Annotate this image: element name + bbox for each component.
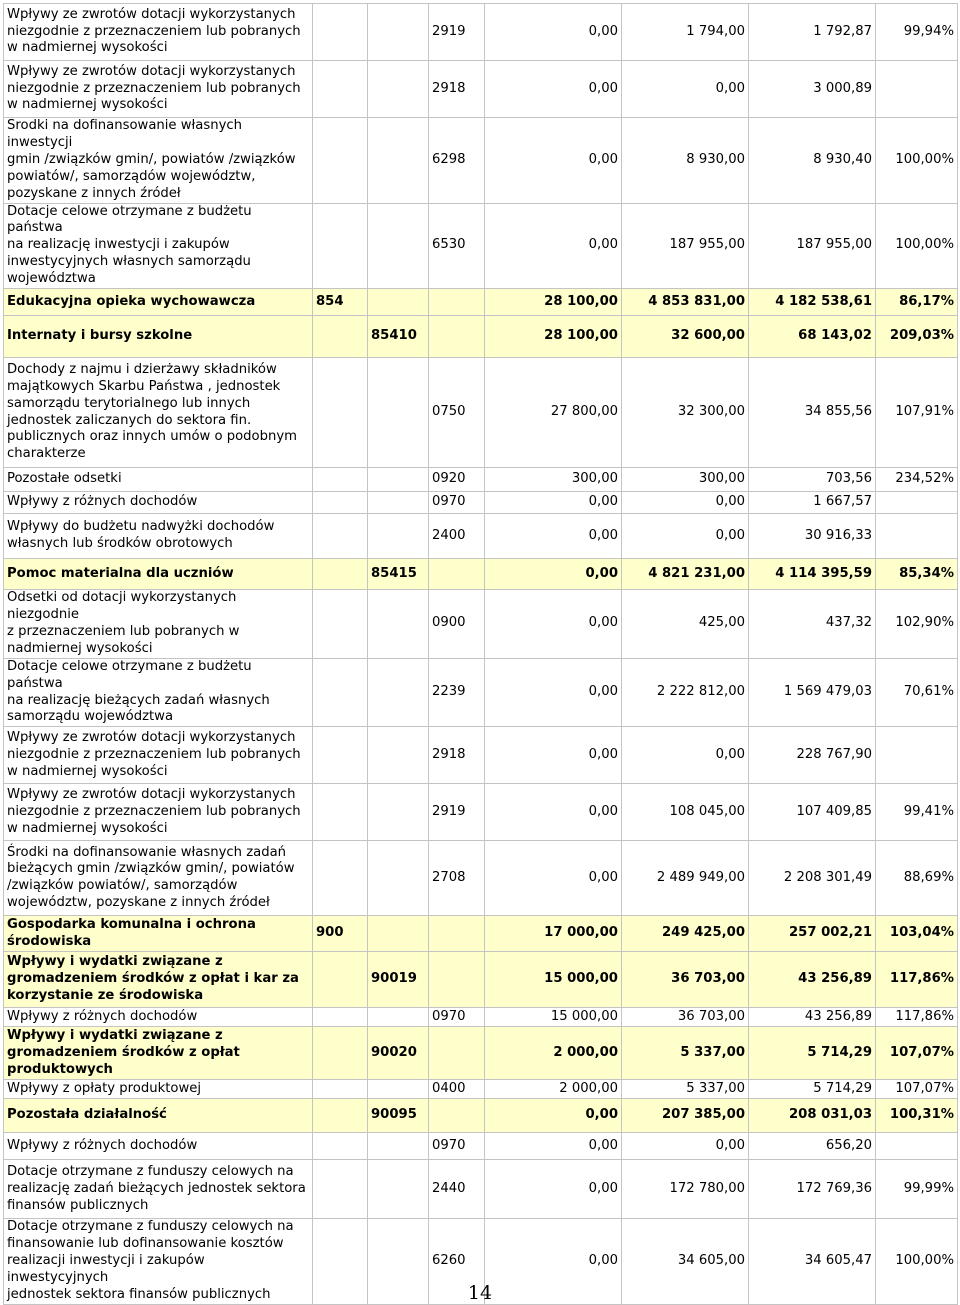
plan-after-changes-value: 0,00	[622, 1133, 749, 1160]
execution-percent: 85,34%	[876, 559, 958, 590]
rozdzial-code: 85415	[368, 559, 429, 590]
execution-percent: 100,00%	[876, 118, 958, 204]
execution-percent: 107,07%	[876, 1080, 958, 1099]
dzial-code	[313, 1027, 368, 1080]
execution-value: 172 769,36	[749, 1160, 876, 1219]
execution-percent: 86,17%	[876, 289, 958, 316]
row-label: Dotacje celowe otrzymane z budżetu państwa na realizację bieżących zadań własnych samorządu województwa	[4, 658, 313, 727]
execution-value: 4 182 538,61	[749, 289, 876, 316]
chapter-row	[4, 1099, 958, 1133]
row-label: Wpływy do budżetu nadwyżki dochodów własnych lub środków obrotowych	[4, 514, 313, 559]
plan-initial-value: 0,00	[485, 203, 622, 289]
execution-value: 1 792,87	[749, 4, 876, 61]
rozdzial-code	[368, 1160, 429, 1219]
execution-value: 68 143,02	[749, 316, 876, 358]
row-label: Dotacje otrzymane z funduszy celowych na realizację zadań bieżących jednostek sektora finansów publicznych	[4, 1160, 313, 1219]
rozdzial-code	[368, 727, 429, 784]
execution-percent: 100,00%	[876, 203, 958, 289]
rozdzial-code	[368, 1133, 429, 1160]
plan-after-changes-value: 5 337,00	[622, 1080, 749, 1099]
plan-initial-value: 17 000,00	[485, 916, 622, 952]
row-label: Wpływy z różnych dochodów	[4, 492, 313, 514]
plan-after-changes-value: 4 853 831,00	[622, 289, 749, 316]
execution-value: 2 208 301,49	[749, 841, 876, 916]
plan-after-changes-value: 34 605,00	[622, 1219, 749, 1305]
execution-value: 3 000,89	[749, 61, 876, 118]
execution-value: 1 667,57	[749, 492, 876, 514]
plan-initial-value: 28 100,00	[485, 289, 622, 316]
dzial-code	[313, 203, 368, 289]
plan-after-changes-value: 2 222 812,00	[622, 658, 749, 727]
plan-initial-value: 0,00	[485, 4, 622, 61]
table-row	[4, 1080, 958, 1099]
dzial-code	[313, 358, 368, 468]
execution-value: 43 256,89	[749, 952, 876, 1008]
plan-after-changes-value: 32 600,00	[622, 316, 749, 358]
paragraf-code: 6298	[429, 118, 485, 204]
execution-value: 228 767,90	[749, 727, 876, 784]
execution-value: 5 714,29	[749, 1027, 876, 1080]
plan-initial-value: 0,00	[485, 1160, 622, 1219]
execution-value: 257 002,21	[749, 916, 876, 952]
plan-initial-value: 0,00	[485, 658, 622, 727]
plan-initial-value: 0,00	[485, 727, 622, 784]
table-row	[4, 4, 958, 61]
row-label: Pozostałe odsetki	[4, 468, 313, 492]
execution-percent: 100,31%	[876, 1099, 958, 1133]
plan-after-changes-value: 108 045,00	[622, 784, 749, 841]
execution-value: 107 409,85	[749, 784, 876, 841]
paragraf-code: 2918	[429, 61, 485, 118]
paragraf-code: 2919	[429, 4, 485, 61]
execution-value: 4 114 395,59	[749, 559, 876, 590]
dzial-code: 854	[313, 289, 368, 316]
rozdzial-code	[368, 4, 429, 61]
execution-percent: 88,69%	[876, 841, 958, 916]
plan-after-changes-value: 1 794,00	[622, 4, 749, 61]
plan-after-changes-value: 207 385,00	[622, 1099, 749, 1133]
plan-after-changes-value: 36 703,00	[622, 1008, 749, 1027]
execution-value: 437,32	[749, 590, 876, 659]
plan-after-changes-value: 0,00	[622, 492, 749, 514]
execution-percent: 117,86%	[876, 1008, 958, 1027]
rozdzial-code: 85410	[368, 316, 429, 358]
plan-initial-value: 0,00	[485, 1219, 622, 1305]
paragraf-code: 0970	[429, 492, 485, 514]
execution-percent: 70,61%	[876, 658, 958, 727]
plan-after-changes-value: 5 337,00	[622, 1027, 749, 1080]
row-label: Środki na dofinansowanie własnych zadań bieżących gmin /związków gmin/, powiatów /związków powiatów/, samorządów województw, pozyskane z innych źródeł	[4, 841, 313, 916]
plan-after-changes-value: 0,00	[622, 61, 749, 118]
paragraf-code: 0970	[429, 1008, 485, 1027]
paragraf-code	[429, 1099, 485, 1133]
table-row	[4, 61, 958, 118]
plan-initial-value: 0,00	[485, 492, 622, 514]
row-label: Odsetki od dotacji wykorzystanych niezgodnie z przeznaczeniem lub pobranych w nadmiernej wysokości	[4, 590, 313, 659]
dzial-code	[313, 514, 368, 559]
plan-initial-value: 0,00	[485, 61, 622, 118]
plan-initial-value: 0,00	[485, 1133, 622, 1160]
rozdzial-code	[368, 203, 429, 289]
rozdzial-code	[368, 61, 429, 118]
row-label: Dotacje celowe otrzymane z budżetu państwa na realizację inwestycji i zakupów inwestycyjnych własnych samorządu województwa	[4, 203, 313, 289]
row-label: Edukacyjna opieka wychowawcza	[4, 289, 313, 316]
execution-percent: 103,04%	[876, 916, 958, 952]
plan-initial-value: 15 000,00	[485, 952, 622, 1008]
row-label: Wpływy ze zwrotów dotacji wykorzystanych niezgodnie z przeznaczeniem lub pobranych w nadmiernej wysokości	[4, 784, 313, 841]
table-row	[4, 590, 958, 659]
execution-percent: 99,41%	[876, 784, 958, 841]
dzial-code: 900	[313, 916, 368, 952]
table-row	[4, 1133, 958, 1160]
dzial-code	[313, 1133, 368, 1160]
table-row	[4, 727, 958, 784]
execution-percent: 107,07%	[876, 1027, 958, 1080]
chapter-row	[4, 559, 958, 590]
section-row	[4, 289, 958, 316]
paragraf-code: 0900	[429, 590, 485, 659]
rozdzial-code: 90019	[368, 952, 429, 1008]
dzial-code	[313, 1160, 368, 1219]
dzial-code	[313, 658, 368, 727]
row-label: Środki na dofinansowanie własnych inwestycji gmin /związków gmin/, powiatów /związków powiatów/, samorządów województw, pozyskane z innych źródeł	[4, 118, 313, 204]
execution-value: 8 930,40	[749, 118, 876, 204]
row-label: Wpływy ze zwrotów dotacji wykorzystanych niezgodnie z przeznaczeniem lub pobranych w nadmiernej wysokości	[4, 727, 313, 784]
plan-initial-value: 2 000,00	[485, 1027, 622, 1080]
execution-value: 703,56	[749, 468, 876, 492]
execution-value: 30 916,33	[749, 514, 876, 559]
rozdzial-code	[368, 358, 429, 468]
table-row	[4, 468, 958, 492]
rozdzial-code	[368, 916, 429, 952]
rozdzial-code	[368, 841, 429, 916]
paragraf-code: 2919	[429, 784, 485, 841]
row-label: Wpływy z opłaty produktowej	[4, 1080, 313, 1099]
dzial-code	[313, 559, 368, 590]
plan-initial-value: 2 000,00	[485, 1080, 622, 1099]
plan-initial-value: 27 800,00	[485, 358, 622, 468]
rozdzial-code: 90095	[368, 1099, 429, 1133]
table-row	[4, 514, 958, 559]
paragraf-code: 0970	[429, 1133, 485, 1160]
execution-percent: 99,99%	[876, 1160, 958, 1219]
row-label: Pozostała działalność	[4, 1099, 313, 1133]
paragraf-code: 0920	[429, 468, 485, 492]
paragraf-code: 6260	[429, 1219, 485, 1305]
row-label: Wpływy i wydatki związane z gromadzeniem środków z opłat produktowych	[4, 1027, 313, 1080]
execution-value: 34 855,56	[749, 358, 876, 468]
execution-percent	[876, 492, 958, 514]
execution-percent: 117,86%	[876, 952, 958, 1008]
execution-value: 656,20	[749, 1133, 876, 1160]
row-label: Wpływy z różnych dochodów	[4, 1008, 313, 1027]
paragraf-code	[429, 916, 485, 952]
paragraf-code	[429, 289, 485, 316]
execution-value: 34 605,47	[749, 1219, 876, 1305]
section-row	[4, 916, 958, 952]
dzial-code	[313, 1099, 368, 1133]
paragraf-code	[429, 559, 485, 590]
table-row	[4, 658, 958, 727]
paragraf-code: 2400	[429, 514, 485, 559]
dzial-code	[313, 841, 368, 916]
paragraf-code: 0750	[429, 358, 485, 468]
row-label: Gospodarka komunalna i ochrona środowiska	[4, 916, 313, 952]
execution-value: 5 714,29	[749, 1080, 876, 1099]
plan-after-changes-value: 4 821 231,00	[622, 559, 749, 590]
execution-value: 187 955,00	[749, 203, 876, 289]
rozdzial-code	[368, 289, 429, 316]
table-row	[4, 1008, 958, 1027]
execution-percent: 102,90%	[876, 590, 958, 659]
plan-initial-value: 0,00	[485, 590, 622, 659]
plan-after-changes-value: 8 930,00	[622, 118, 749, 204]
plan-initial-value: 0,00	[485, 514, 622, 559]
paragraf-code: 2440	[429, 1160, 485, 1219]
execution-value: 43 256,89	[749, 1008, 876, 1027]
table-row	[4, 118, 958, 204]
execution-percent	[876, 61, 958, 118]
rozdzial-code	[368, 514, 429, 559]
dzial-code	[313, 590, 368, 659]
row-label: Wpływy z różnych dochodów	[4, 1133, 313, 1160]
table-row	[4, 492, 958, 514]
rozdzial-code	[368, 468, 429, 492]
dzial-code	[313, 316, 368, 358]
paragraf-code: 2708	[429, 841, 485, 916]
dzial-code	[313, 727, 368, 784]
chapter-row	[4, 1027, 958, 1080]
execution-percent	[876, 727, 958, 784]
row-label: Wpływy i wydatki związane z gromadzeniem środków z opłat i kar za korzystanie ze środowiska	[4, 952, 313, 1008]
chapter-row	[4, 952, 958, 1008]
dzial-code	[313, 468, 368, 492]
row-label: Wpływy ze zwrotów dotacji wykorzystanych niezgodnie z przeznaczeniem lub pobranych w nadmiernej wysokości	[4, 61, 313, 118]
dzial-code	[313, 1080, 368, 1099]
paragraf-code	[429, 952, 485, 1008]
paragraf-code: 2239	[429, 658, 485, 727]
dzial-code	[313, 4, 368, 61]
plan-initial-value: 300,00	[485, 468, 622, 492]
dzial-code	[313, 492, 368, 514]
execution-value: 208 031,03	[749, 1099, 876, 1133]
paragraf-code: 2918	[429, 727, 485, 784]
paragraf-code	[429, 1027, 485, 1080]
plan-initial-value: 0,00	[485, 1099, 622, 1133]
row-label: Wpływy ze zwrotów dotacji wykorzystanych niezgodnie z przeznaczeniem lub pobranych w nadmiernej wysokości	[4, 4, 313, 61]
plan-after-changes-value: 249 425,00	[622, 916, 749, 952]
execution-percent: 100,00%	[876, 1219, 958, 1305]
plan-after-changes-value: 300,00	[622, 468, 749, 492]
dzial-code	[313, 952, 368, 1008]
budget-table	[3, 3, 958, 1305]
execution-percent: 99,94%	[876, 4, 958, 61]
rozdzial-code	[368, 658, 429, 727]
chapter-row	[4, 316, 958, 358]
row-label: Dotacje otrzymane z funduszy celowych na finansowanie lub dofinansowanie kosztów realizacji inwestycji i zakupów inwestycyjnych jednostek sektora finansów publicznych	[4, 1219, 313, 1305]
paragraf-code: 6530	[429, 203, 485, 289]
plan-after-changes-value: 0,00	[622, 727, 749, 784]
row-label: Dochody z najmu i dzierżawy składników majątkowych Skarbu Państwa , jednostek samorządu terytorialnego lub innych jednostek zaliczanych do sektora fin. publicznych oraz innych umów o podobnym charakterze	[4, 358, 313, 468]
execution-percent	[876, 1133, 958, 1160]
plan-after-changes-value: 172 780,00	[622, 1160, 749, 1219]
table-row	[4, 203, 958, 289]
execution-value: 1 569 479,03	[749, 658, 876, 727]
page-number: 14	[467, 1282, 493, 1304]
table-body	[4, 4, 958, 1305]
table-row	[4, 1160, 958, 1219]
plan-after-changes-value: 2 489 949,00	[622, 841, 749, 916]
dzial-code	[313, 784, 368, 841]
plan-initial-value: 0,00	[485, 118, 622, 204]
rozdzial-code	[368, 492, 429, 514]
dzial-code	[313, 61, 368, 118]
paragraf-code: 0400	[429, 1080, 485, 1099]
plan-initial-value: 28 100,00	[485, 316, 622, 358]
plan-initial-value: 0,00	[485, 841, 622, 916]
plan-after-changes-value: 425,00	[622, 590, 749, 659]
table-row	[4, 784, 958, 841]
dzial-code	[313, 1008, 368, 1027]
execution-percent: 209,03%	[876, 316, 958, 358]
execution-percent: 107,91%	[876, 358, 958, 468]
plan-after-changes-value: 0,00	[622, 514, 749, 559]
plan-initial-value: 0,00	[485, 559, 622, 590]
row-label: Internaty i bursy szkolne	[4, 316, 313, 358]
execution-percent: 234,52%	[876, 468, 958, 492]
rozdzial-code	[368, 118, 429, 204]
plan-initial-value: 15 000,00	[485, 1008, 622, 1027]
rozdzial-code	[368, 784, 429, 841]
rozdzial-code	[368, 1080, 429, 1099]
rozdzial-code: 90020	[368, 1027, 429, 1080]
plan-after-changes-value: 36 703,00	[622, 952, 749, 1008]
row-label: Pomoc materialna dla uczniów	[4, 559, 313, 590]
rozdzial-code	[368, 590, 429, 659]
plan-after-changes-value: 187 955,00	[622, 203, 749, 289]
dzial-code	[313, 118, 368, 204]
table-row	[4, 358, 958, 468]
execution-percent	[876, 514, 958, 559]
plan-after-changes-value: 32 300,00	[622, 358, 749, 468]
table-row	[4, 841, 958, 916]
rozdzial-code	[368, 1008, 429, 1027]
plan-initial-value: 0,00	[485, 784, 622, 841]
paragraf-code	[429, 316, 485, 358]
